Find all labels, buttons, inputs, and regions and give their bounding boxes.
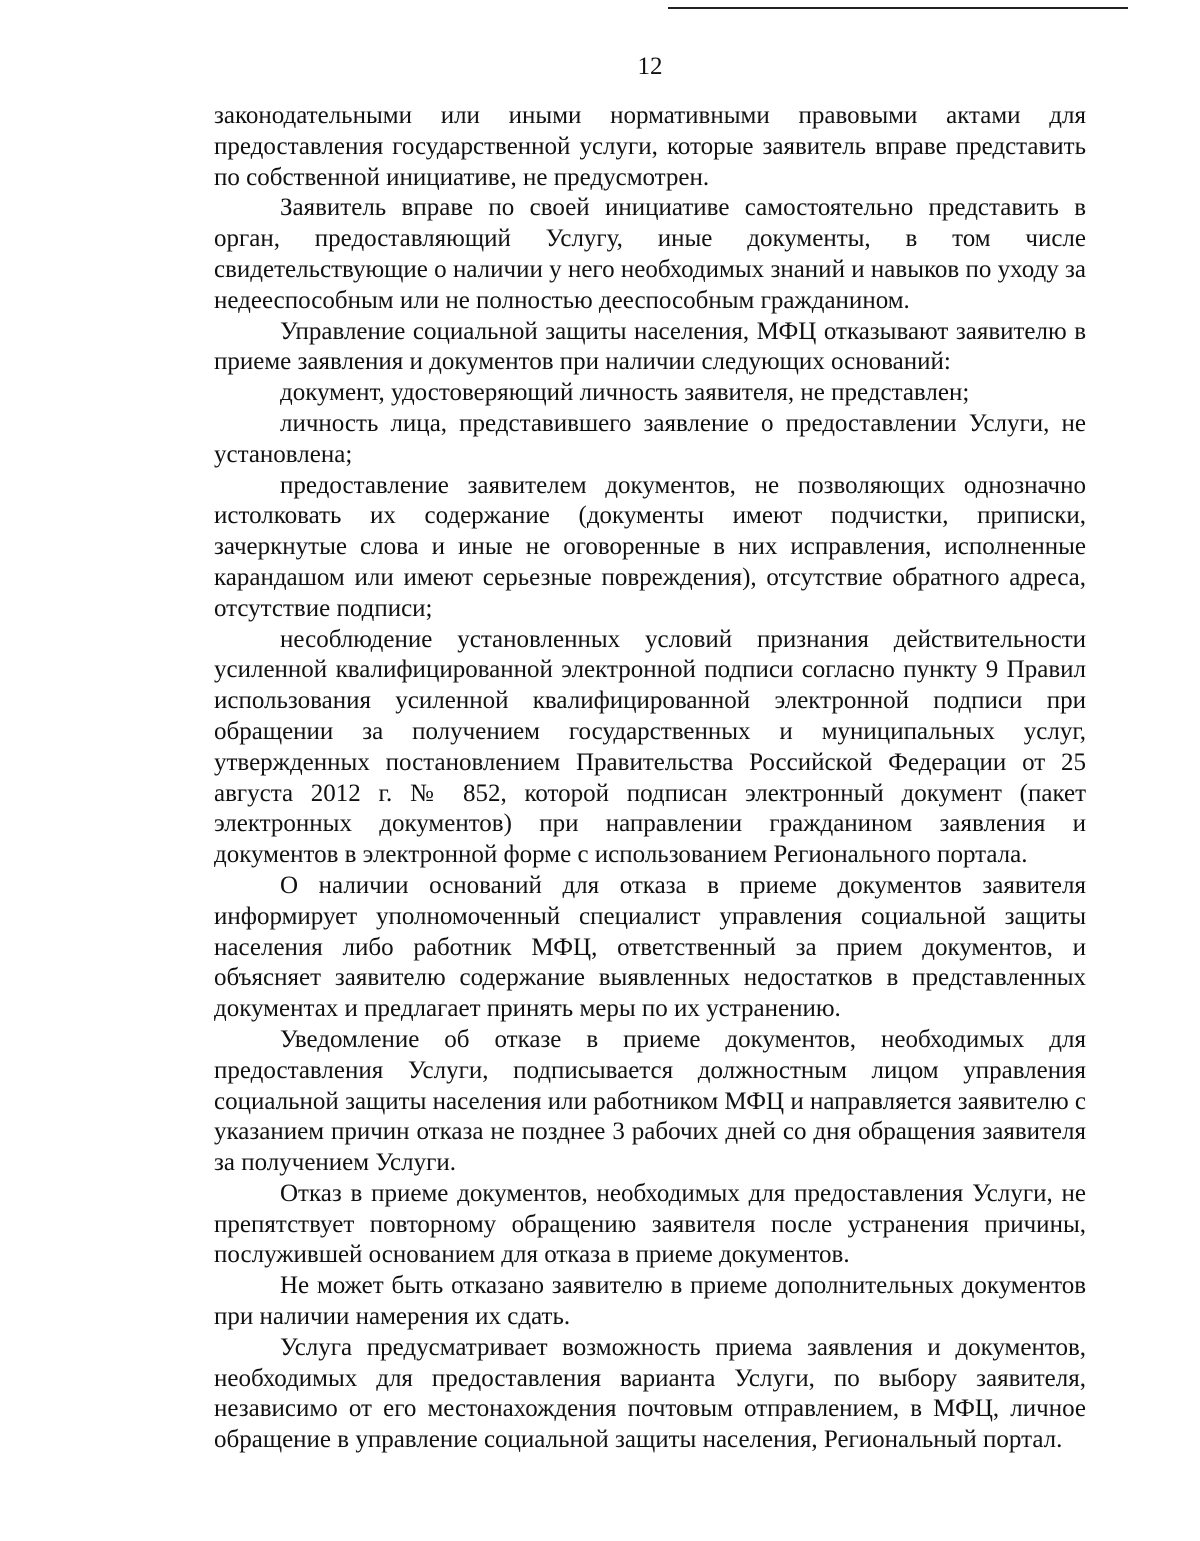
page-number: 12 <box>637 53 663 80</box>
paragraph: Управление социальной защиты населения, МФЦ отказывают заявителю в приеме заявления и документов при наличии следующих оснований: <box>214 317 1086 376</box>
paragraph: Уведомление об отказе в приеме документов, необходимых для предоставления Услуги, подписывается должностным лицом управления социальной защиты населения или работником МФЦ и направляется заявителю с указанием причин отказа не позднее 3 рабочих дней со дня обращения заявителя за получением Услуги. <box>214 1025 1086 1177</box>
list-item: личность лица, представившего заявление о предоставлении Услуги, не установлена; <box>214 409 1086 468</box>
paragraph-continuation: законодательными или иными нормативными правовыми актами для предоставления государственной услуги, которые заявитель вправе представить по собственной инициативе, не предусмотрен. <box>214 102 1086 191</box>
paragraph: Отказ в приеме документов, необходимых для предоставления Услуги, не препятствует повторному обращению заявителя после устранения причины, послужившей основанием для отказа в приеме документов. <box>214 1179 1086 1269</box>
list-item: несоблюдение установленных условий признания действительности усиленной квалифицированной электронной подписи согласно пункту 9 Правил использования усиленной квалифицированной электронной подписи при обращении за получением государственных и муниципальных услуг, утвержденных постановлением Правительства Российской Федерации от 25 августа 2012 г. № 852, которой подписан электронный документ (пакет электронных документов) при направлении гражданином заявления и документов в электронной форме с использованием Регионального портала. <box>214 625 1086 869</box>
paragraph: О наличии оснований для отказа в приеме документов заявителя информирует уполномоченный специалист управления социальной защиты населения либо работник МФЦ, ответственный за прием документов, и объясняет заявителю содержание выявленных недостатков в представленных документах и предлагает принять меры по их устранению. <box>214 871 1086 1023</box>
paragraph: Заявитель вправе по своей инициативе самостоятельно представить в орган, предоставляющий Услугу, иные документы, в том числе свидетельствующие о наличии у него необходимых знаний и навыков по уходу за недееспособным или не полностью дееспособным гражданином. <box>214 194 1086 314</box>
paragraph: Не может быть отказано заявителю в приеме дополнительных документов при наличии намерения их сдать. <box>214 1272 1086 1331</box>
document-body <box>214 101 1086 1456</box>
top-rule <box>668 7 1128 9</box>
list-item: документ, удостоверяющий личность заявителя, не представлен; <box>280 379 970 407</box>
paragraph: Услуга предусматривает возможность приема заявления и документов, необходимых для предоставления варианта Услуги, по выбору заявителя, независимо от его местонахождения почтовым отправлением, в МФЦ, личное обращение в управление социальной защиты населения, Региональный портал. <box>214 1333 1086 1454</box>
list-item: предоставление заявителем документов, не позволяющих однозначно истолковать их содержание (документы имеют подчистки, приписки, зачеркнутые слова и иные не оговоренные в них исправления, исполненные карандашом или имеют серьезные повреждения), отсутствие обратного адреса, отсутствие подписи; <box>214 471 1086 622</box>
